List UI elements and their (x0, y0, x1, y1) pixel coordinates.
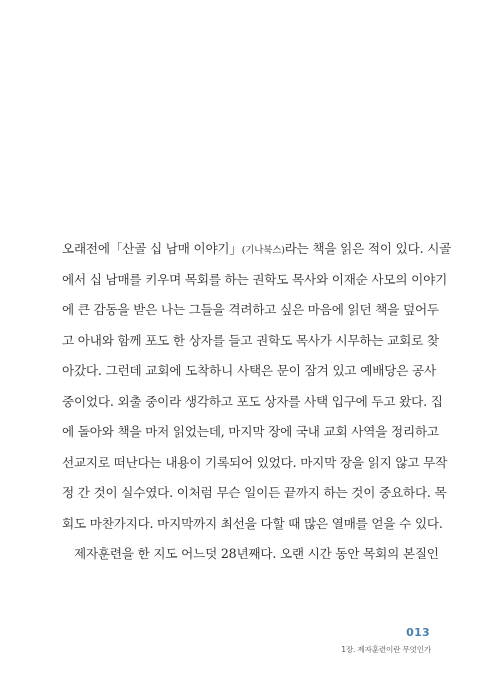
body-text (62, 234, 452, 570)
page-number: 013 (406, 626, 430, 639)
publisher-note: (기나북스) (241, 245, 285, 256)
text-line-5: 아갔다. 그런데 교회에 도착하니 사택은 문이 잠겨 있고 예배당은 공사 (62, 363, 436, 378)
text-line-10: 회도 마찬가지다. 마지막까지 최선을 다할 때 많은 열매를 얻을 수 있다. (62, 515, 443, 531)
text-line-1-start: 오래전에「산골 십 남매 이야기」 (62, 241, 242, 256)
text-line-7: 에 돌아와 책을 마저 읽었는데, 마지막 장에 국내 교회 사역을 정리하고 (62, 424, 439, 439)
text-line-2: 에서 십 남매를 키우며 목회를 하는 권학도 목사와 이재순 사모의 이야기 (62, 271, 448, 287)
text-line-11: 제자훈련을 한 지도 어느덧 28년째다. 오랜 시간 동안 목회의 본질인 (74, 546, 439, 561)
text-line-3: 에 큰 감동을 받은 나는 그들을 격려하고 싶은 마음에 읽던 책을 덮어두 (62, 302, 439, 317)
text-line-8: 선교지로 떠난다는 내용이 기록되어 있었다. 마지막 장을 읽지 않고 무작 (62, 454, 448, 470)
text-line-9: 정 간 것이 실수였다. 이처럼 무슨 일이든 끝까지 하는 것이 중요하다. 목 (62, 485, 447, 500)
chapter-title: 1장. 제자훈련이란 무엇인가 (341, 645, 431, 654)
text-line-1 (62, 234, 452, 265)
text-line-1-end: 라는 책을 읽은 적이 있다. 시골 (284, 241, 452, 256)
text-line-4: 고 아내와 함께 포도 한 상자를 들고 권학도 목사가 시무하는 교회로 찾 (62, 332, 439, 348)
text-line-6: 중이었다. 외출 중이라 생각하고 포도 상자를 사택 입구에 두고 왔다. 집 (62, 393, 443, 409)
